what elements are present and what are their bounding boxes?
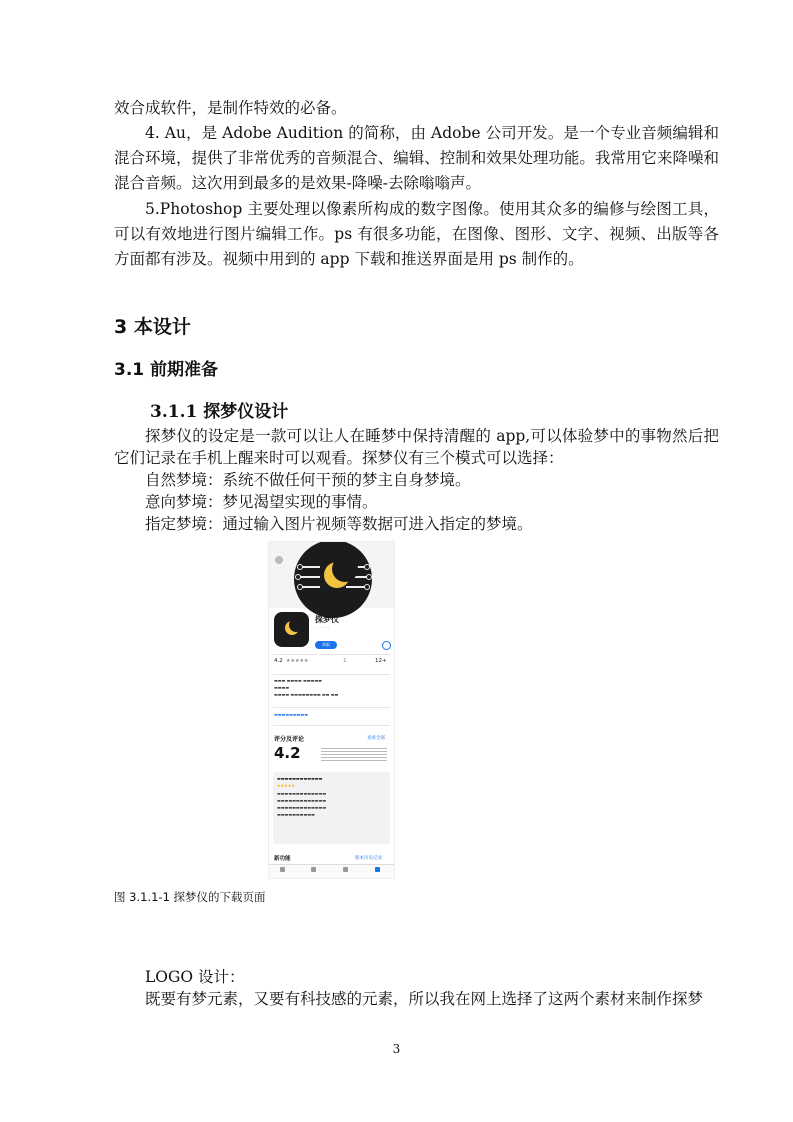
mode-intent: 意向梦境：梦见渴望实现的事情。 [145, 493, 378, 511]
description-line-3: ▬▬▬▬ ▬▬▬▬▬▬▬▬ ▬▬ ▬▬ [274, 692, 339, 697]
review-stars-icon: ★★★★★ [277, 783, 295, 788]
mode-natural: 自然梦境：系统不做任何干预的梦主自身梦境。 [145, 471, 471, 489]
tab-search-icon[interactable] [375, 867, 380, 872]
dream-logo-image [294, 541, 372, 618]
share-icon[interactable] [382, 641, 391, 650]
description-line-2: ▬▬▬▬ [274, 685, 290, 690]
rating-value: 4.2 [274, 658, 283, 664]
figure-caption: 图 3.1.1-1 探梦仪的下载页面 [114, 890, 266, 904]
paragraph-photoshop: 5.Photoshop 主要处理以像素所构成的数字图像。使用其众多的编修与绘图工具，可以有效地进行图片编辑工作。ps 有很多功能，在图像、图形、文字、视频、出版等各方面都有涉及。视频中用到的 app 下载和推送界面是用 ps 制作的。 [114, 200, 719, 268]
subsubsection-heading: 3.1.1 探梦仪设计 [150, 402, 289, 422]
whats-new-title: 新功能 [274, 856, 291, 862]
ratings-title: 评分及评论 [274, 736, 305, 743]
app-download-screenshot [268, 541, 395, 879]
app-icon [274, 612, 309, 647]
back-icon [275, 556, 283, 564]
review-card[interactable]: ▬▬▬▬▬▬▬▬▬▬▬▬ ★★★★★ ▬▬▬▬▬▬▬▬▬▬▬▬▬ ▬▬▬▬▬▬▬▬▬▬▬▬▬ ▬▬▬▬▬▬▬▬▬▬▬▬▬ ▬▬▬▬▬▬▬▬▬▬ [273, 772, 390, 844]
paragraph-continued: 效合成软件，是制作特效的必备。 [114, 99, 347, 117]
design-intro: 探梦仪的设定是一款可以让人在睡梦中保持清醒的 app,可以体验梦中的事物然后把它们记录在手机上醒来时可以观看。探梦仪有三个模式可以选择： [114, 427, 719, 467]
age-rating: 12+ [375, 658, 387, 664]
version-history-link[interactable]: 版本历史记录 [355, 856, 382, 861]
description-line-1: ▬▬▬ ▬▬▬▬ ▬▬▬▬▬ [274, 678, 322, 683]
get-button[interactable]: 获取 [315, 641, 337, 649]
big-rating: 4.2 [274, 744, 301, 762]
tab-bar [269, 864, 394, 879]
see-all-link[interactable]: 查看全部 [367, 736, 385, 741]
tab-apps-icon[interactable] [343, 867, 348, 872]
tab-today-icon[interactable] [280, 867, 285, 872]
paragraph-audition: 4. Au，是 Adobe Audition 的简称，由 Adobe 公司开发。是一个专业音频编辑和混合环境，提供了非常优秀的音频混合、编辑、控制和效果处理功能。我常用它来降噪和混合音频。这次用到最多的是效果-降噪-去除嗡嗡声。 [114, 124, 719, 192]
chart-rank-icon: 1 [343, 658, 347, 664]
app-subtitle: · · · · · · [315, 625, 329, 630]
app-name: 探梦仪 [315, 615, 339, 624]
section-heading: 3 本设计 [114, 316, 191, 338]
subsection-heading: 3.1 前期准备 [114, 360, 219, 380]
app-banner [269, 542, 394, 608]
tab-games-icon[interactable] [311, 867, 316, 872]
logo-title: LOGO 设计： [145, 968, 245, 986]
logo-text: 既要有梦元素，又要有科技感的元素，所以我在网上选择了这两个素材来制作探梦 [145, 990, 704, 1008]
mode-specified: 指定梦境：通过输入图片视频等数据可进入指定的梦境。 [145, 515, 533, 533]
developer-link[interactable]: ▬▬▬▬▬▬▬▬▬ [274, 712, 309, 717]
stars-icon: ★★★★★ [286, 658, 309, 664]
page-number: 3 [392, 1042, 401, 1056]
